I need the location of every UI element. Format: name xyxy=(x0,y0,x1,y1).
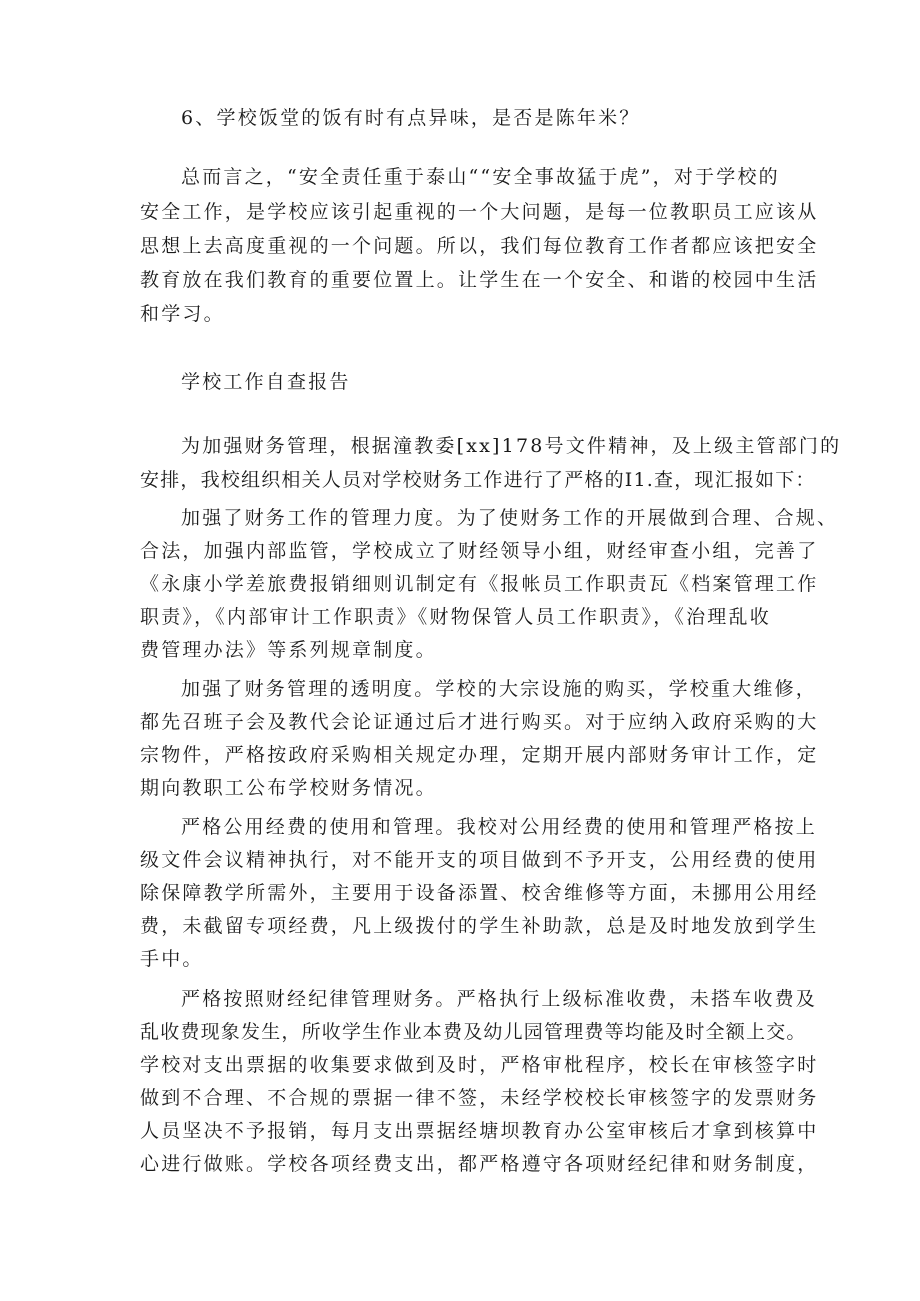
paragraph-line: 总而言之，“安全责任重于泰山““安全事故猛于虎”，对于学校的 xyxy=(181,166,780,188)
paragraph-line: 学校对支出票据的收集要求做到及时，严格审枇程序，校长在审核签字时 xyxy=(140,1054,819,1076)
paragraph-line: 期向教职工公布学校财务情况。 xyxy=(140,777,437,799)
paragraph-line: 加强了财务工作的管理力度。为了使财务工作的开展做到合理、合规、 xyxy=(181,507,839,529)
paragraph-line: 职责》，《内部审计工作职责》《财物保管人员工作职责》，《治理乱收 xyxy=(140,606,771,628)
paragraph-line: 加强了财务管理的透明度。学校的大宗设施的购买，学校重大维修， xyxy=(181,678,818,700)
paragraph-line: 安排，我校组织相关人员对学校财务工作进行了严格的I1.查，现汇报如下： xyxy=(140,469,816,491)
paragraph-line: 《永康小学差旅费报销细则讥制定有《报帐员工作职责瓦《档案管理工作 xyxy=(140,573,819,595)
paragraph-line: 和学习。 xyxy=(140,303,225,325)
paragraph-line: 人员坚决不予报销，每月支出票据经塘坝教育办公室审核后才拿到核算中 xyxy=(140,1120,819,1142)
paragraph-line: 教育放在我们教育的重要位置上。让学生在一个安全、和谐的校园中生活 xyxy=(140,269,819,291)
list-item-6: 6、学校饭堂的饭有时有点异味，是否是陈年米？ xyxy=(181,107,641,129)
paragraph-line: 心进行做账。学校各项经费支出，都严格遵守各项财经纪律和财务制度， xyxy=(140,1153,819,1175)
paragraph-line: 思想上去高度重视的一个问题。所以，我们每位教育工作者都应该把安全 xyxy=(140,235,819,257)
paragraph-line: 为加强财务管理，根据潼教委[xx]178号文件精神，及上级主管部门的 xyxy=(181,435,842,457)
paragraph-line: 都先召班子会及教代会论证通过后才进行购买。对于应纳入政府采购的大 xyxy=(140,711,819,733)
paragraph-line: 除保障教学所需外，主要用于设备添置、校舍维修等方面，未挪用公用经 xyxy=(140,882,819,904)
paragraph-line: 宗物件，严格按政府采购相关规定办理，定期开展内部财务审计工作，定 xyxy=(140,744,819,766)
section-title: 学校工作自查报告 xyxy=(181,371,351,393)
paragraph-line: 费，未截留专项经费，凡上级拨付的学生补助款，总是及时地发放到学生 xyxy=(140,915,819,937)
paragraph-line: 合法，加强内部监管，学校成立了财经领导小组，财经审查小组，完善了 xyxy=(140,540,819,562)
paragraph-line: 乱收费现象发生，所收学生作业本费及幼儿园管理费等均能及时全额上交。 xyxy=(140,1021,807,1043)
paragraph-line: 做到不合理、不合规的票据一律不签，未经学校校长审核签字的发票财务 xyxy=(140,1087,819,1109)
paragraph-line: 安全工作，是学校应该引起重视的一个大问题，是每一位教职员工应该从 xyxy=(140,201,819,223)
paragraph-line: 级文件会议精神执行，对不能开支的项目做到不予开支，公用经费的使用 xyxy=(140,849,819,871)
paragraph-line: 费管理办法》等系列规章制度。 xyxy=(140,639,437,661)
paragraph-line: 严格公用经费的使用和管理。我校对公用经费的使用和管理严格按上 xyxy=(181,816,818,838)
paragraph-line: 手中。 xyxy=(140,948,204,970)
paragraph-line: 严格按照财经纪律管理财务。严格执行上级标准收费，未搭车收费及 xyxy=(181,988,818,1010)
